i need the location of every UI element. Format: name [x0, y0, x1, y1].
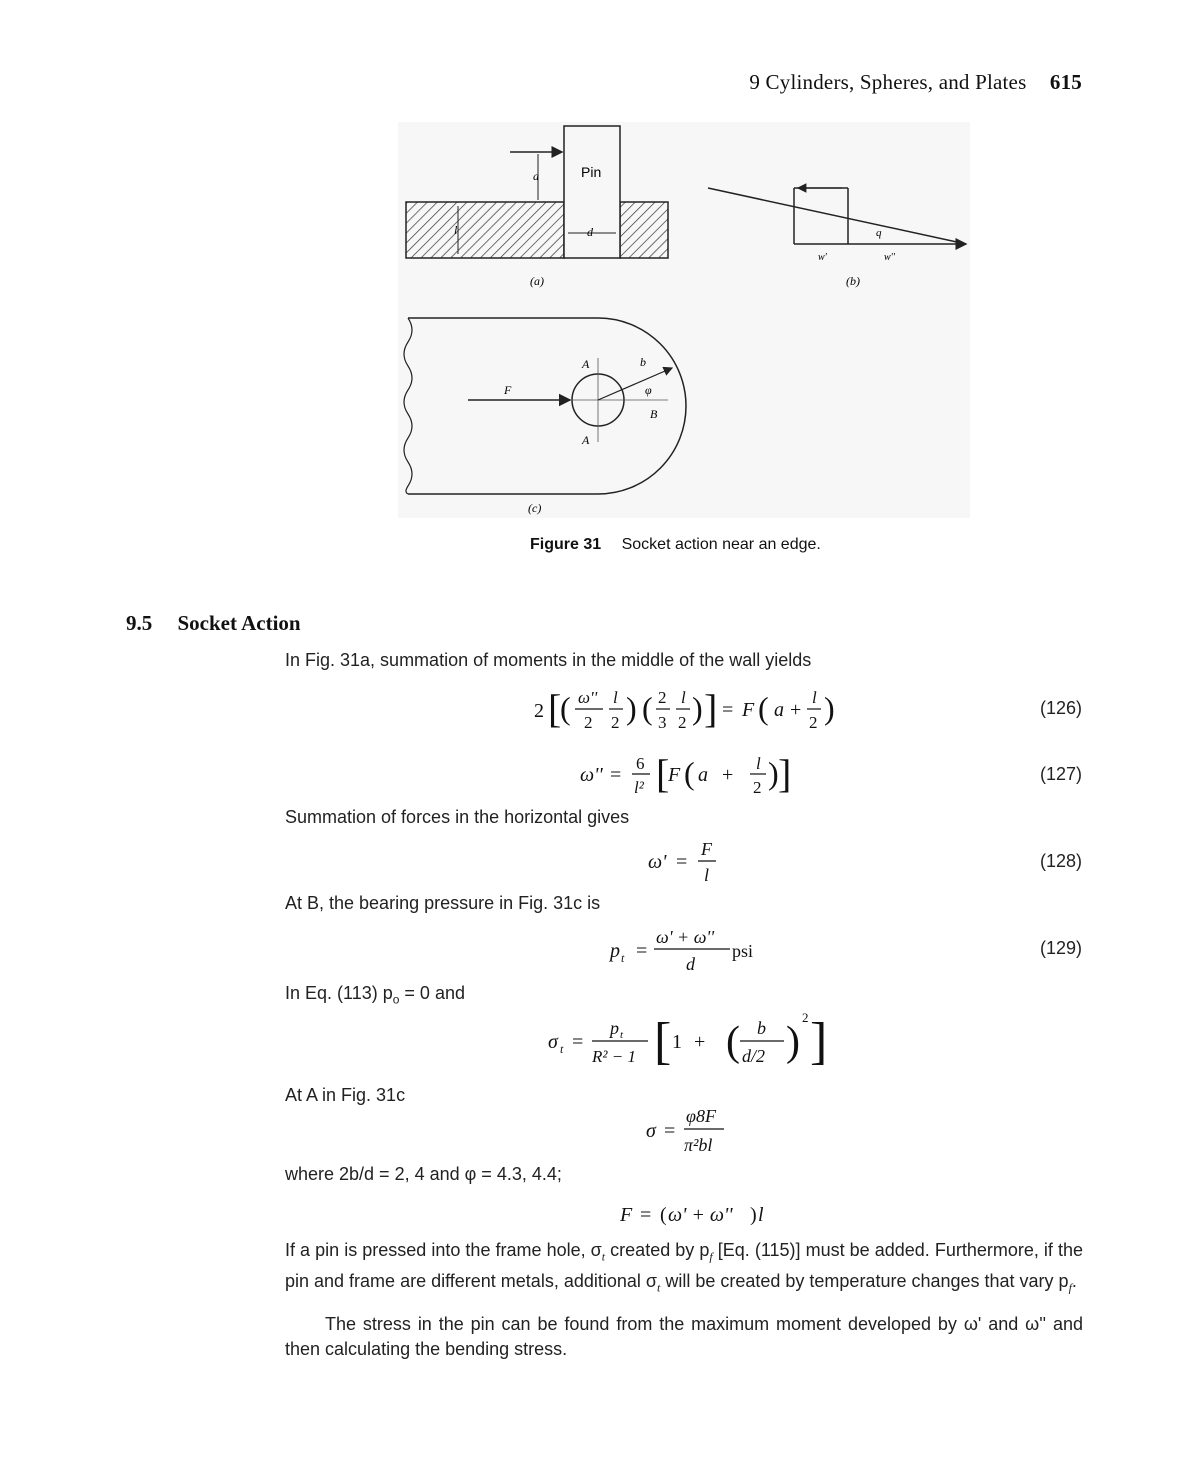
- phi-label: φ: [645, 383, 652, 397]
- svg-text:2: 2: [658, 688, 667, 707]
- svg-text:b: b: [757, 1018, 766, 1038]
- svg-text:=: =: [722, 699, 734, 721]
- equation-128: [648, 839, 716, 885]
- svg-text:=: =: [636, 940, 648, 962]
- svg-text:σ: σ: [646, 1120, 656, 1142]
- intro-text: In Fig. 31a, summation of moments in the middle of the wall yields: [285, 650, 812, 670]
- eq-num-128: (128): [1039, 851, 1082, 871]
- paragraph-pressed-pin: If a pin is pressed into the frame hole, $\sigma_t$ created by $p_f$ [Eq. (115)] must be added. Furthermore, if the pin and frame are different metals, additional $\sigma_t$ will be created by temperature changes that vary $p_f$.: [285, 1240, 1083, 1295]
- svg-text:ω' + ω'': ω' + ω'': [656, 927, 715, 947]
- svg-text:]: ]: [778, 751, 792, 796]
- svg-text:π²bl: π²bl: [684, 1135, 713, 1155]
- svg-text:1: 1: [672, 1031, 682, 1053]
- svg-text:]: ]: [810, 1013, 828, 1070]
- figure-31: [398, 122, 970, 518]
- section-number: 9.5: [126, 611, 153, 635]
- svg-text:2: 2: [678, 713, 687, 732]
- A-bottom-label: A: [582, 433, 590, 447]
- svg-text:(: (: [684, 755, 695, 791]
- forces-text: Summation of forces in the horizontal gives: [285, 807, 630, 827]
- eq-num-126: (126): [1039, 698, 1082, 718]
- equation-127: [580, 751, 791, 797]
- eq-num-129: (129): [1039, 938, 1082, 958]
- svg-text:l: l: [681, 688, 686, 707]
- where-text: where 2b/d = 2, 4 and φ = 4.3, 4.4;: [285, 1164, 562, 1184]
- q-label: q: [876, 227, 882, 239]
- d-label: d: [587, 225, 593, 239]
- svg-text:]: ]: [704, 686, 718, 731]
- wall-right: [620, 202, 668, 258]
- w1-label: w': [818, 252, 827, 263]
- a-label: a: [533, 169, 539, 183]
- para1-part-b: created by p: [605, 1240, 710, 1260]
- l-label: l: [454, 223, 458, 237]
- caption-text: Socket action near an edge.: [621, 536, 821, 553]
- svg-text:t: t: [621, 951, 625, 965]
- svg-text:2: 2: [802, 1010, 809, 1025]
- svg-text:t: t: [560, 1042, 564, 1056]
- svg-text:ω'': ω'': [578, 688, 598, 707]
- svg-text:l: l: [613, 688, 618, 707]
- panel-c-label: (c): [528, 501, 542, 515]
- wall-left: [406, 202, 564, 258]
- svg-text:(: (: [726, 1019, 740, 1065]
- svg-text:=: =: [664, 1120, 676, 1142]
- para1-part-a: If a pin is pressed into the frame hole, σ: [285, 1240, 602, 1260]
- svg-text:d: d: [686, 954, 695, 974]
- svg-text:=: =: [610, 764, 622, 786]
- svg-text:R² − 1: R² − 1: [592, 1047, 636, 1066]
- svg-text:F: F: [668, 764, 681, 786]
- svg-text:6: 6: [636, 754, 645, 773]
- at-b-text: At B, the bearing pressure in Fig. 31c is: [285, 893, 601, 913]
- panel-b-label: (b): [846, 274, 860, 288]
- F-label: F: [504, 383, 512, 397]
- svg-text:l: l: [756, 754, 761, 773]
- svg-text:2: 2: [611, 713, 620, 732]
- B-label: B: [650, 407, 658, 421]
- equation-129: [608, 927, 753, 974]
- A-top-label: A: [582, 357, 590, 371]
- svg-text:t: t: [620, 1029, 624, 1041]
- para1-part-d: will be created by temperature changes that vary p: [660, 1271, 1069, 1292]
- svg-text:): ): [824, 690, 835, 726]
- chapter-title: 9 Cylinders, Spheres, and Plates: [749, 70, 1027, 94]
- svg-text:=: =: [676, 851, 688, 873]
- svg-text:2: 2: [753, 778, 762, 797]
- svg-text:a: a: [774, 699, 784, 721]
- figure-caption: [530, 536, 821, 554]
- svg-text:F: F: [620, 1204, 633, 1226]
- panel-a-label: (a): [530, 274, 544, 288]
- eq-num-127: (127): [1039, 764, 1082, 784]
- svg-text:[: [: [654, 1013, 672, 1070]
- svg-text:F: F: [742, 699, 755, 721]
- para1-part-c: [Eq. (115)] must be added. Furthermore, if the pin and frame are different metals, additional σ: [285, 1240, 1083, 1292]
- svg-text:l: l: [812, 688, 817, 707]
- caption-label: Figure 31: [530, 536, 602, 553]
- w2-label: w'': [884, 252, 895, 263]
- svg-text:[: [: [656, 751, 670, 796]
- svg-text:(: (: [560, 690, 571, 726]
- svg-text:): ): [768, 755, 779, 791]
- eq113-lead: In Eq. (113) p: [285, 983, 393, 1003]
- svg-text:2: 2: [809, 713, 818, 732]
- svg-text:=: =: [640, 1204, 652, 1226]
- page-number: 615: [1049, 70, 1082, 94]
- svg-text:a: a: [698, 764, 708, 786]
- svg-text:): ): [626, 690, 637, 726]
- equation-sigma: [646, 1106, 724, 1155]
- svg-text:=: =: [572, 1031, 584, 1053]
- eq113-rest: = 0 and: [399, 983, 465, 1003]
- paragraph-pin-stress: The stress in the pin can be found from the maximum moment developed by ω' and ω'' and then calculating the bending stress.: [285, 1314, 1083, 1359]
- svg-text:d/2: d/2: [742, 1046, 766, 1066]
- section-title: Socket Action: [177, 611, 301, 635]
- svg-text:+: +: [790, 699, 802, 721]
- svg-text:): ): [786, 1019, 800, 1065]
- svg-text:): ): [750, 1204, 757, 1226]
- at-a-text: At A in Fig. 31c: [285, 1085, 406, 1105]
- svg-text:+: +: [694, 1031, 706, 1053]
- svg-text:2: 2: [584, 713, 593, 732]
- svg-text:ω'': ω'': [580, 764, 603, 786]
- svg-text:ω' + ω'': ω' + ω'': [668, 1204, 733, 1226]
- svg-text:l: l: [758, 1204, 764, 1226]
- svg-text:p: p: [610, 940, 620, 962]
- equation-sigma-t: [548, 1010, 827, 1070]
- svg-text:φ8F: φ8F: [686, 1106, 716, 1126]
- pin-label: Pin: [581, 164, 602, 180]
- svg-text:2: 2: [534, 700, 544, 722]
- svg-text:(: (: [758, 690, 769, 726]
- equation-F: [619, 1204, 764, 1226]
- svg-text:[: [: [548, 686, 562, 731]
- svg-text:p: p: [610, 1018, 619, 1038]
- running-head: [749, 70, 1082, 95]
- svg-text:(: (: [642, 690, 653, 726]
- psi-unit: psi: [732, 941, 754, 961]
- svg-text:F: F: [701, 839, 712, 859]
- svg-text:): ): [692, 690, 703, 726]
- svg-text:σ: σ: [548, 1031, 558, 1053]
- section-heading: [126, 611, 301, 636]
- svg-text:l: l: [704, 865, 710, 885]
- eq113-text: In Eq. (113) $p_o = 0$ and: [285, 983, 465, 1007]
- equation-126: [534, 686, 835, 732]
- svg-text:l²: l²: [634, 778, 644, 797]
- svg-text:3: 3: [658, 713, 667, 732]
- svg-text:(: (: [660, 1204, 667, 1226]
- svg-text:ω': ω': [648, 851, 667, 873]
- b-label: b: [640, 355, 646, 369]
- svg-text:+: +: [722, 764, 734, 786]
